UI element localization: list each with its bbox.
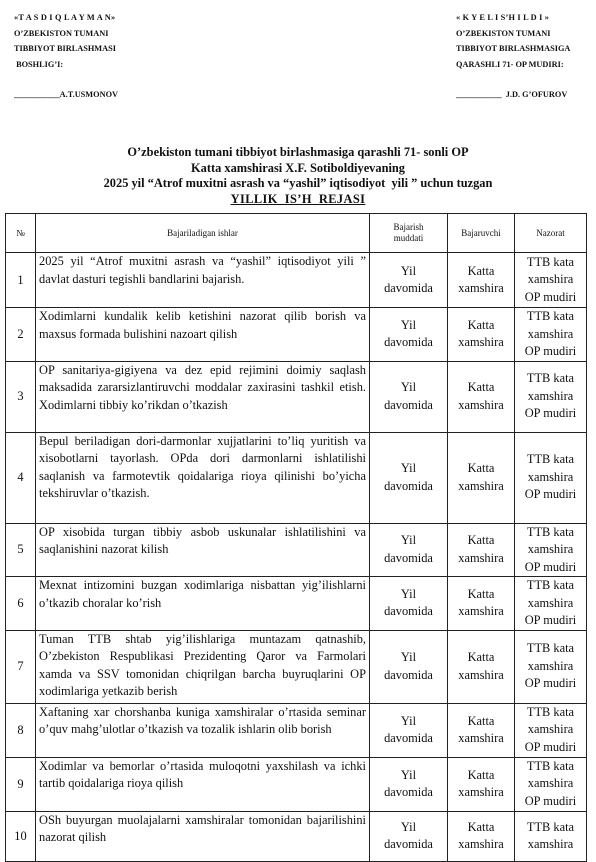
table-row: [6, 703, 587, 757]
control-line: OP mudiri: [524, 559, 577, 574]
control-line: TTB kata: [526, 704, 575, 719]
deadline-line: davomida: [384, 281, 433, 295]
control-cell: [515, 308, 587, 362]
table-header-row: [6, 214, 587, 253]
task-text: Xodimlarni kundalik kelib ketishini nazorat qilib borish va maxsus formada bulishini nazoart qilish: [36, 308, 370, 362]
executor-line: xamshira: [458, 281, 504, 295]
deadline-line: davomida: [384, 731, 433, 745]
deadline-line: Yil: [400, 586, 417, 601]
executor-line: xamshira: [458, 335, 504, 350]
control-cell: [515, 577, 587, 631]
deadline-cell: [370, 361, 448, 432]
approval-block-left: [14, 10, 118, 103]
executor-line: xamshira: [458, 397, 504, 412]
control-line: xamshira: [527, 469, 574, 484]
task-text: 2025 yil “Atrof muxitni asrash va “yashil” iqtisodiyot yili ” davlat dasturi tegishli bandlarini bajarish.: [36, 253, 370, 308]
control-line: xamshira: [527, 658, 574, 673]
executor-cell: [448, 308, 515, 362]
control-line: xamshira: [527, 776, 574, 791]
control-cell: [515, 811, 587, 861]
row-number: 6: [6, 577, 36, 631]
control-cell: [515, 432, 587, 523]
approval-line: O’ZBEKISTON TUMANI: [456, 28, 551, 38]
table-row: [6, 308, 587, 362]
executor-line: Katta: [467, 263, 495, 278]
row-number: 9: [6, 757, 36, 811]
row-number: 3: [6, 361, 36, 432]
control-line: OP mudiri: [524, 739, 577, 754]
deadline-line: davomida: [384, 478, 433, 493]
executor-line: Katta: [467, 317, 495, 332]
task-text: OSh buyurgan muolajalarni xamshiralar tomonidan bajarilishini nazorat qilish: [36, 811, 370, 861]
header-deadline-line: muddati: [393, 233, 424, 243]
executor-line: xamshira: [458, 731, 504, 745]
executor-cell: [448, 577, 515, 631]
table-row: [6, 811, 587, 861]
approval-signature: ___________A.T.USMONOV: [14, 90, 119, 99]
row-number: 8: [6, 703, 36, 757]
deadline-cell: [370, 308, 448, 362]
executor-cell: [448, 703, 515, 757]
task-text: Xaftaning xar chorshanba kuniga xamshiralar o’rtasida seminar o’quv mahg’ulotlar o’tkazish va tozalik ishlarin olib borish: [36, 703, 370, 757]
header-deadline-line: Bajarish: [393, 222, 424, 232]
deadline-line: davomida: [384, 335, 433, 350]
table-row: [6, 523, 587, 577]
control-cell: [515, 703, 587, 757]
deadline-cell: [370, 757, 448, 811]
task-text: Tuman TTB shtab yig’ilishlariga muntazam qatnashib, O’zbekiston Respublikasi Prezidenting Qaror va Farmolari xamda va SSV tomonidan chiqrilgan barcha buyruqlarini OP xodimlariga yetkazib berish: [36, 630, 370, 703]
control-line: OP mudiri: [524, 344, 577, 358]
table-row: [6, 432, 587, 523]
row-number: 7: [6, 630, 36, 703]
control-line: TTB kata: [526, 371, 575, 386]
deadline-cell: [370, 703, 448, 757]
control-line: xamshira: [527, 722, 574, 737]
executor-cell: [448, 630, 515, 703]
title-line: O’zbekiston tumani tibbiyot birlashmasiga qarashli 71- sonli OP: [127, 145, 469, 159]
deadline-cell: [370, 577, 448, 631]
executor-cell: [448, 523, 515, 577]
deadline-cell: [370, 630, 448, 703]
table-row: [6, 577, 587, 631]
executor-line: xamshira: [458, 667, 504, 682]
row-number: 2: [6, 308, 36, 362]
deadline-line: Yil: [400, 380, 417, 394]
table-row: [6, 361, 587, 432]
executor-cell: [448, 253, 515, 308]
executor-line: xamshira: [458, 837, 504, 851]
deadline-line: Yil: [400, 650, 417, 664]
deadline-line: davomida: [384, 397, 433, 412]
approval-block-right: [456, 10, 570, 103]
control-line: xamshira: [527, 595, 574, 610]
control-line: TTB kata: [526, 578, 575, 592]
executor-line: xamshira: [458, 604, 504, 619]
approval-heading: «T A S D I Q L A Y M A N»: [14, 13, 116, 22]
executor-line: Katta: [467, 461, 495, 475]
approval-line: QARASHLI 71- OP MUDIRI:: [456, 59, 564, 69]
approval-signature: ___________ J.D. G’OFUROV: [456, 90, 568, 99]
executor-line: Katta: [467, 713, 495, 728]
deadline-line: davomida: [384, 604, 433, 619]
control-line: TTB kata: [526, 758, 575, 773]
plan-heading: YILLIK IS’H REJASI: [230, 191, 366, 206]
table-row: [6, 630, 587, 703]
deadline-line: davomida: [384, 837, 433, 851]
control-line: xamshira: [527, 542, 574, 556]
control-line: OP mudiri: [524, 487, 577, 502]
deadline-line: Yil: [400, 461, 417, 475]
deadline-line: Yil: [400, 317, 417, 332]
executor-line: xamshira: [458, 550, 504, 565]
task-text: OP xisobida turgan tibbiy asbob uskunalar ishlatilishini va saqlanishini nazorat kilish: [36, 523, 370, 577]
row-number: 10: [6, 811, 36, 861]
deadline-line: Yil: [400, 533, 417, 548]
executor-line: xamshira: [458, 478, 504, 493]
control-cell: [515, 630, 587, 703]
work-plan-table: [5, 213, 587, 862]
control-line: xamshira: [527, 388, 574, 403]
deadline-line: Yil: [400, 819, 417, 834]
control-cell: [515, 253, 587, 308]
header-task: Bajariladigan ishlar: [36, 214, 370, 253]
control-line: OP mudiri: [524, 793, 577, 808]
executor-cell: [448, 432, 515, 523]
control-line: TTB kata: [526, 524, 575, 539]
control-line: TTB kata: [526, 452, 575, 467]
control-line: TTB kata: [526, 309, 575, 323]
executor-cell: [448, 757, 515, 811]
control-cell: [515, 757, 587, 811]
control-line: OP mudiri: [524, 613, 577, 627]
executor-line: Katta: [467, 533, 495, 548]
control-line: TTB kata: [526, 641, 575, 656]
header-deadline: [370, 214, 448, 253]
executor-cell: [448, 811, 515, 861]
deadline-line: davomida: [384, 667, 433, 682]
table-row: [6, 757, 587, 811]
row-number: 4: [6, 432, 36, 523]
executor-line: Katta: [467, 650, 495, 664]
executor-line: Katta: [467, 380, 495, 394]
control-cell: [515, 361, 587, 432]
document-title: [0, 145, 596, 207]
approval-line: TIBBIYOT BIRLASHMASIGA: [456, 44, 571, 53]
control-line: OP mudiri: [524, 676, 577, 691]
control-line: OP mudiri: [524, 289, 577, 304]
task-text: Mexnat intizomini buzgan xodimlariga nisbattan yig’ilishlarni o’tkazib choralar ko’rish: [36, 577, 370, 631]
approval-line: BOSHLIG’I:: [14, 59, 64, 69]
header-num: №: [6, 214, 36, 253]
approval-line: TIBBIYOT BIRLASHMASI: [14, 44, 116, 53]
executor-cell: [448, 361, 515, 432]
executor-line: Katta: [467, 767, 495, 782]
deadline-cell: [370, 811, 448, 861]
control-line: TTB kata: [526, 819, 575, 834]
task-text: Xodimlar va bemorlar o’rtasida muloqotni yaxshilash va ichki tartib qoidalariga rioya qilish: [36, 757, 370, 811]
row-number: 5: [6, 523, 36, 577]
control-cell: [515, 523, 587, 577]
table-row: [6, 253, 587, 308]
header-executor: Bajaruvchi: [448, 214, 515, 253]
control-line: TTB kata: [526, 254, 575, 269]
control-line: xamshira: [527, 837, 574, 851]
control-line: xamshira: [527, 326, 574, 341]
deadline-cell: [370, 432, 448, 523]
deadline-line: Yil: [400, 263, 417, 278]
approval-heading: « K Y E L I S’H I L D I »: [456, 13, 550, 22]
deadline-line: davomida: [384, 550, 433, 565]
approval-line: O’ZBEKISTON TUMANI: [14, 28, 109, 38]
task-text: OP sanitariya-gigiyena va dez epid rejimini doimiy saqlash maksadida zararsizlantiruvchi moddalar zaxirasini tashkil etish. Xodimlarni tibbiy ko’rikdan o’tkazish: [36, 361, 370, 432]
deadline-line: Yil: [400, 767, 417, 782]
deadline-cell: [370, 253, 448, 308]
title-line: 2025 yil “Atrof muxitni asrash va “yashil” iqtisodiyot yili ” uchun tuzgan: [103, 176, 493, 190]
deadline-line: davomida: [384, 785, 433, 799]
row-number: 1: [6, 253, 36, 308]
control-line: OP mudiri: [524, 406, 577, 421]
task-text: Bepul beriladigan dori-darmonlar xujjatlarini to’liq yuritish va xisobotlarni tayorlash. OPda dori darmonlarni ishlatilishi saqlanish va farmotevtik qoidalariga rioya qilinishi bo’yicha tekshiruvlar o’tkazish.: [36, 432, 370, 523]
control-line: xamshira: [527, 272, 574, 287]
title-line: Katta xamshirasi X.F. Sotiboldiyevaning: [191, 160, 405, 175]
executor-line: xamshira: [458, 785, 504, 799]
deadline-line: Yil: [400, 713, 417, 728]
deadline-cell: [370, 523, 448, 577]
executor-line: Katta: [467, 586, 495, 601]
executor-line: Katta: [467, 819, 495, 834]
header-control: Nazorat: [515, 214, 587, 253]
